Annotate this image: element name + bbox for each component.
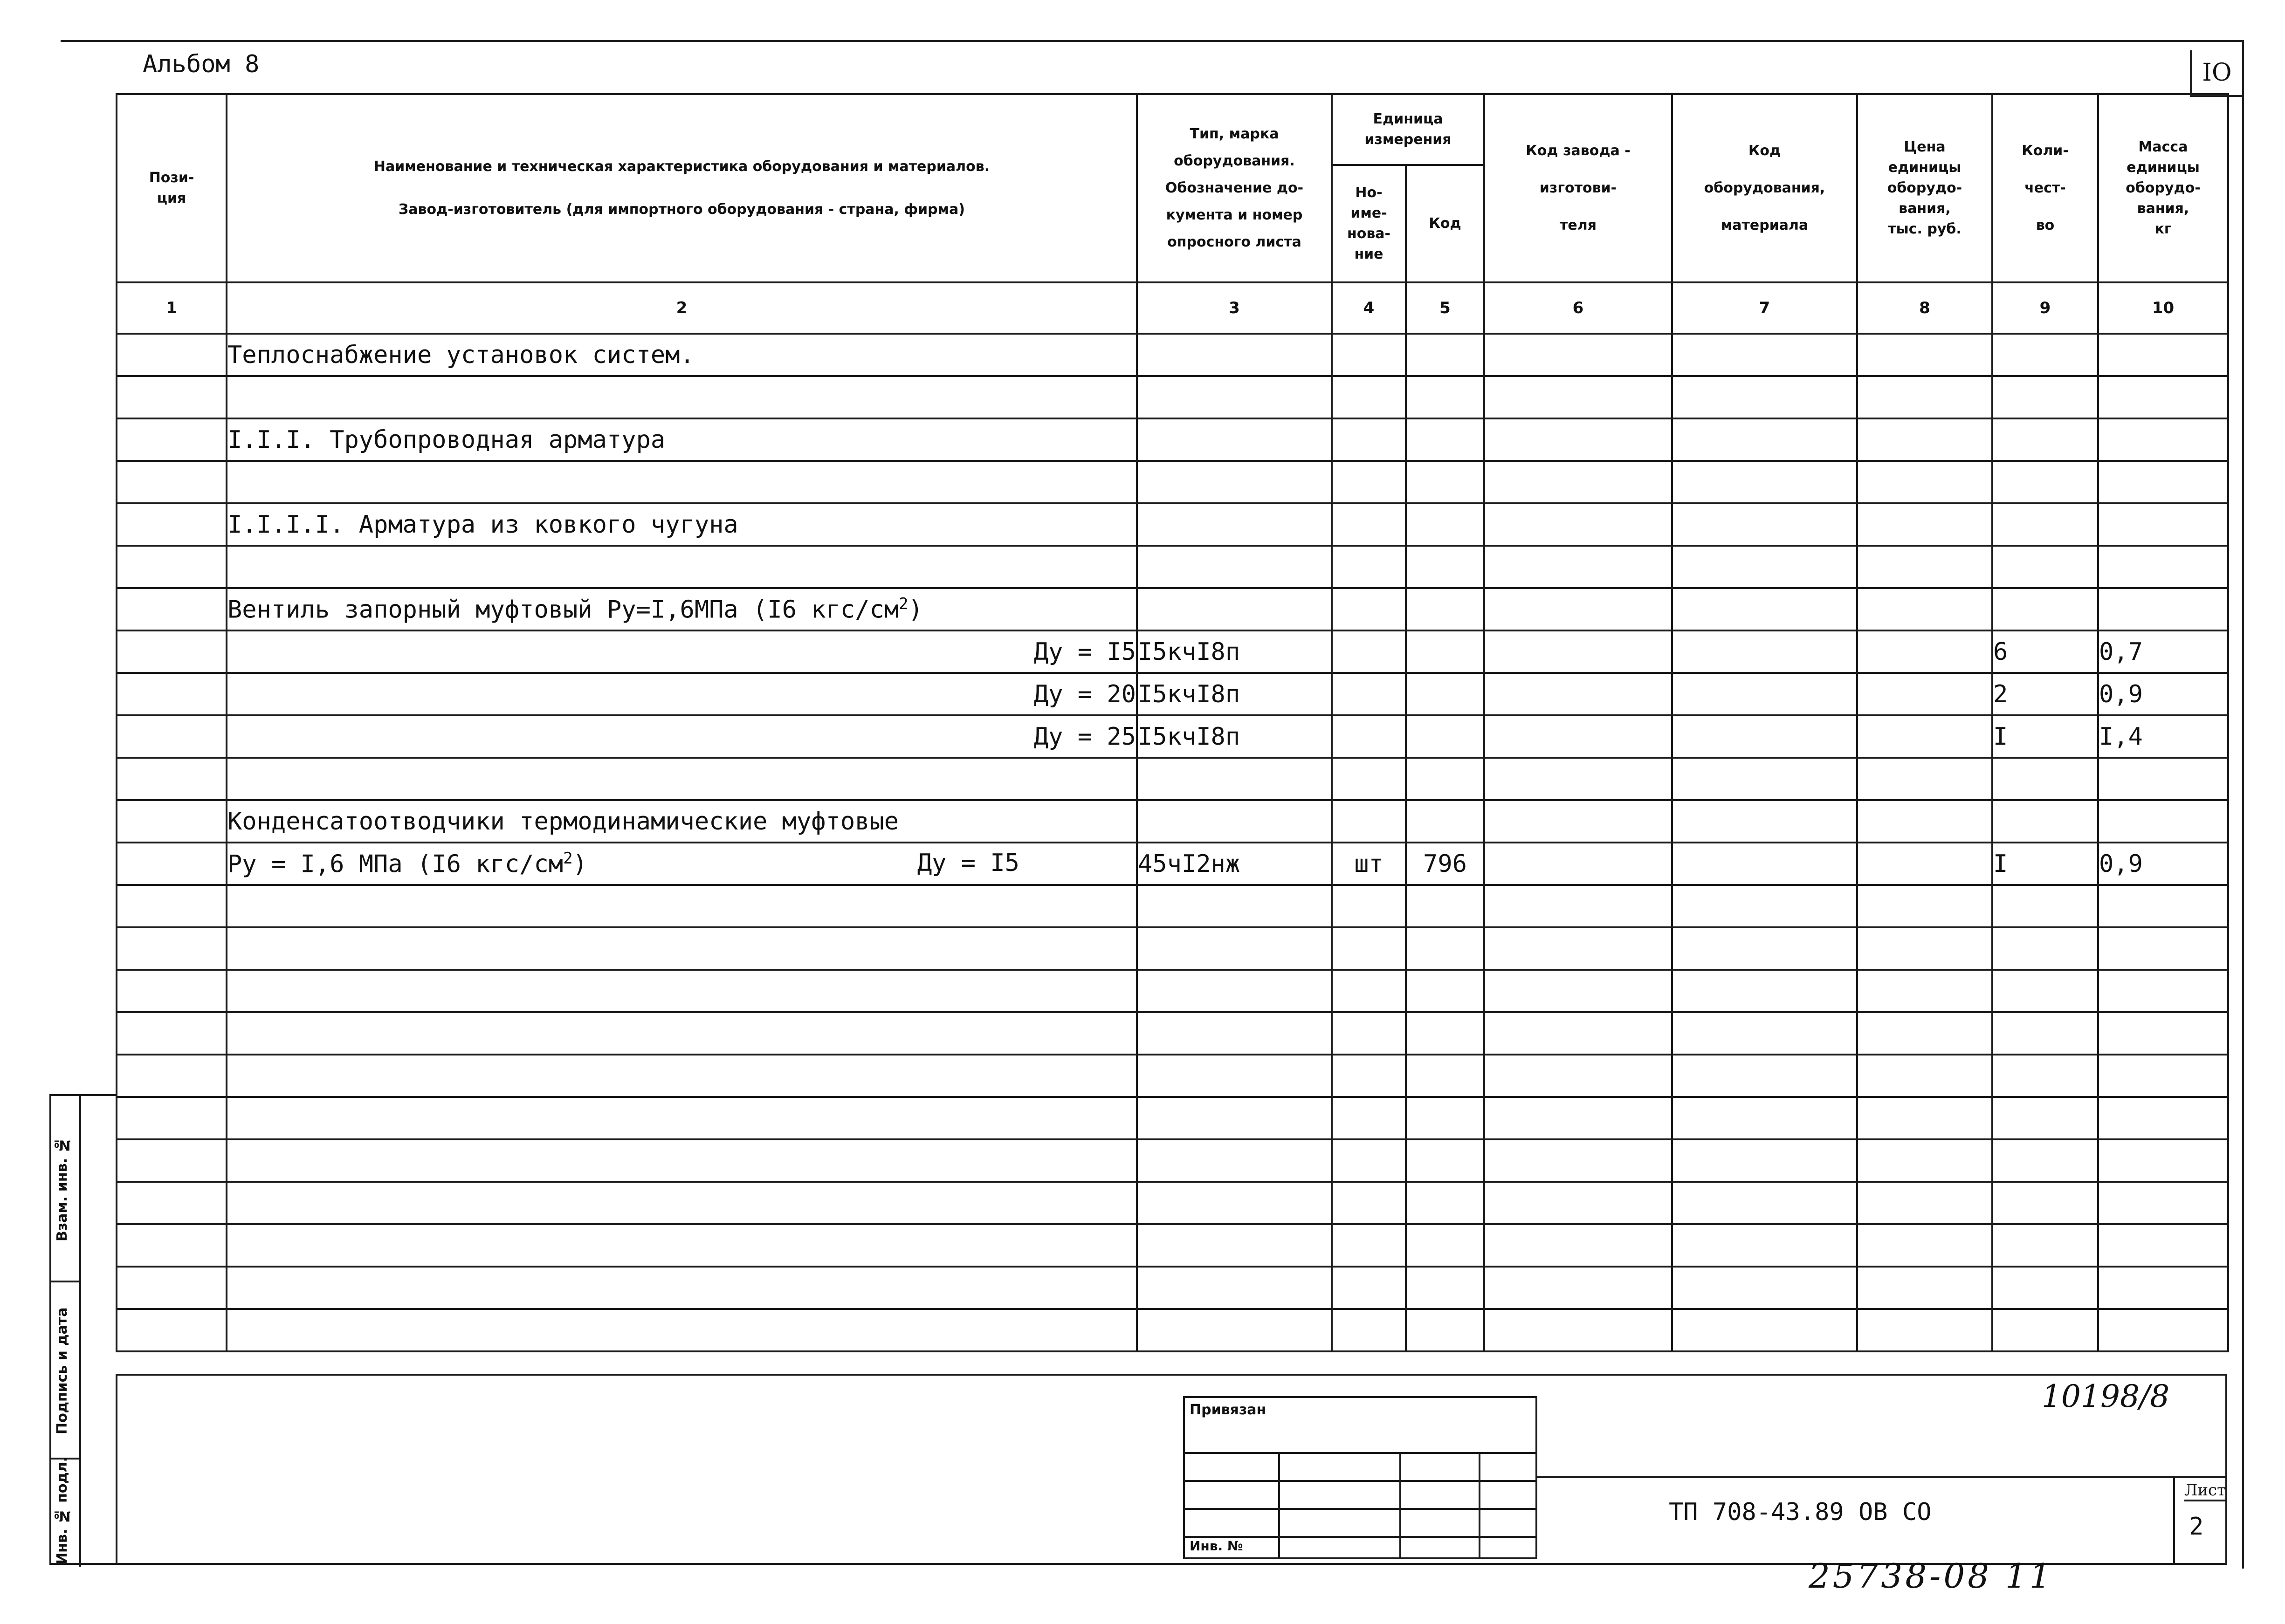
header-name-line2: Завод-изготовитель (для импортного оборудования - страна, фирма) bbox=[398, 201, 965, 218]
item-unit-code: 796 bbox=[1406, 843, 1484, 885]
table-row bbox=[117, 1139, 2228, 1182]
document-code: ТП 708-43.89 ОВ СО bbox=[1669, 1498, 1932, 1526]
sheet-label: Лист bbox=[2184, 1481, 2226, 1501]
col-num-1: 1 bbox=[117, 282, 227, 334]
header-gap bbox=[227, 177, 1136, 199]
item-type: I5кчI8п bbox=[1137, 630, 1332, 673]
item-unit: шт bbox=[1332, 843, 1406, 885]
item-type: 45чI2нж bbox=[1137, 843, 1332, 885]
stamp-hline bbox=[1185, 1508, 1535, 1510]
header-factory-code: Код завода - изготови- теля bbox=[1484, 94, 1672, 282]
stamp-inv: Инв. № bbox=[1190, 1538, 1243, 1554]
item-trap-title: Конденсатоотводчики термодинамические муфтовые bbox=[227, 800, 1137, 843]
col-num-9: 9 bbox=[1992, 282, 2098, 334]
header-unit-code: Код bbox=[1406, 165, 1484, 282]
header-type: Тип, марка оборудования. Обозначение до- кумента и номер опросного листа bbox=[1137, 94, 1332, 282]
header-price: Цена единицы оборудо- вания, тыс. руб. bbox=[1857, 94, 1992, 282]
header-mass: Масса единицы оборудо- вания, кг bbox=[2098, 94, 2228, 282]
header-quantity: Коли- чест- во bbox=[1992, 94, 2098, 282]
table-row bbox=[117, 673, 2228, 715]
trap-name-sup: 2 bbox=[563, 849, 573, 868]
stamp-vline bbox=[1479, 1452, 1480, 1559]
stamp-hline bbox=[1185, 1452, 1535, 1454]
side-cell-sign bbox=[51, 1282, 81, 1460]
table-row bbox=[117, 1267, 2228, 1309]
title-hline bbox=[1537, 1476, 2227, 1478]
header-equipment-code: Код оборудования, материала bbox=[1672, 94, 1857, 282]
header-unit-name: Но- име- нова- ние bbox=[1332, 165, 1406, 282]
table-row bbox=[117, 461, 2228, 503]
col-num-3: 3 bbox=[1137, 282, 1332, 334]
col-num-5: 5 bbox=[1406, 282, 1484, 334]
table-row bbox=[117, 376, 2228, 418]
header-name-line1: Наименование и техническая характеристика оборудования и материалов. bbox=[373, 158, 990, 175]
stamp-vline bbox=[1278, 1452, 1280, 1559]
item-qty: 6 bbox=[1992, 630, 2098, 673]
table-row bbox=[117, 970, 2228, 1012]
item-qty: I bbox=[1992, 843, 2098, 885]
archive-number: 25738-08 11 bbox=[1809, 1556, 2054, 1596]
sheet-box bbox=[2173, 1476, 2227, 1565]
table-row bbox=[117, 715, 2228, 758]
side-label-inv: Инв. № подл. bbox=[54, 1456, 70, 1564]
table-row bbox=[117, 630, 2228, 673]
header-position: Пози- ция bbox=[117, 94, 227, 282]
item-trap-name bbox=[227, 843, 1137, 885]
top-border bbox=[61, 40, 2242, 42]
item-name: Ду = 25 bbox=[227, 715, 1137, 758]
subsubsection-title: I.I.I.I. Арматура из ковкого чугуна bbox=[227, 503, 1137, 546]
table-row bbox=[117, 843, 2228, 885]
table-row bbox=[117, 885, 2228, 927]
table-row bbox=[117, 1097, 2228, 1139]
item-mass: I,4 bbox=[2098, 715, 2228, 758]
sheet-number: IO bbox=[2190, 50, 2242, 97]
trap-du: Ду = I5 bbox=[917, 849, 1019, 877]
side-label-vzam: Взам. инв. № bbox=[54, 1137, 70, 1242]
col-num-2: 2 bbox=[227, 282, 1137, 334]
table-row bbox=[117, 334, 2228, 376]
col-num-7: 7 bbox=[1672, 282, 1857, 334]
column-number-row bbox=[117, 282, 2228, 334]
item-mass: 0,9 bbox=[2098, 843, 2228, 885]
table-row bbox=[117, 546, 2228, 588]
header-unit: Единица измерения bbox=[1332, 94, 1484, 165]
stamp-hline bbox=[1185, 1480, 1535, 1482]
item-valve-title bbox=[227, 588, 1137, 630]
side-cell-vzam bbox=[51, 1096, 81, 1282]
valve-title-text: Вентиль запорный муфтовый Ру=I,6МПа (I6 кгс/см bbox=[227, 596, 899, 624]
trap-name-text: Ру = I,6 МПа (I6 кгс/см bbox=[227, 850, 564, 878]
item-mass: 0,7 bbox=[2098, 630, 2228, 673]
valve-title-tail: ) bbox=[908, 596, 923, 624]
side-cell-inv bbox=[51, 1456, 81, 1567]
specification-table bbox=[116, 93, 2229, 1352]
table-row bbox=[117, 800, 2228, 843]
trap-name-tail: ) bbox=[572, 850, 587, 878]
table-row bbox=[117, 1224, 2228, 1267]
item-name: Ду = 20 bbox=[227, 673, 1137, 715]
item-mass: 0,9 bbox=[2098, 673, 2228, 715]
item-type: I5кчI8п bbox=[1137, 715, 1332, 758]
table-row bbox=[117, 1309, 2228, 1351]
col-num-8: 8 bbox=[1857, 282, 1992, 334]
side-stamp-strip bbox=[49, 1094, 116, 1565]
item-qty: I bbox=[1992, 715, 2098, 758]
right-border bbox=[2242, 40, 2244, 1569]
table-row bbox=[117, 758, 2228, 800]
sheet-value: 2 bbox=[2189, 1513, 2204, 1541]
header-name bbox=[227, 94, 1137, 282]
table-row bbox=[117, 418, 2228, 461]
table-row bbox=[117, 1182, 2228, 1224]
stamp-title: Привязан bbox=[1190, 1402, 1266, 1418]
table-row bbox=[117, 588, 2228, 630]
valve-title-sup: 2 bbox=[899, 595, 908, 614]
section-title: Теплоснабжение установок систем. bbox=[227, 334, 1137, 376]
item-type: I5кчI8п bbox=[1137, 673, 1332, 715]
col-num-6: 6 bbox=[1484, 282, 1672, 334]
table-row bbox=[117, 1012, 2228, 1055]
subsection-title: I.I.I. Трубопроводная арматура bbox=[227, 418, 1137, 461]
col-num-4: 4 bbox=[1332, 282, 1406, 334]
album-label: Альбом 8 bbox=[143, 50, 260, 78]
table-row bbox=[117, 1055, 2228, 1097]
side-label-sign: Подпись и дата bbox=[54, 1307, 70, 1435]
title-block bbox=[116, 1374, 2227, 1565]
binding-stamp bbox=[1183, 1396, 1537, 1559]
col-num-10: 10 bbox=[2098, 282, 2228, 334]
item-name: Ду = I5 bbox=[227, 630, 1137, 673]
stamp-hline bbox=[1185, 1536, 1535, 1538]
item-qty: 2 bbox=[1992, 673, 2098, 715]
stamp-vline bbox=[1399, 1452, 1401, 1559]
table-row bbox=[117, 503, 2228, 546]
handwritten-number: 10198/8 bbox=[2042, 1378, 2170, 1414]
table-row bbox=[117, 927, 2228, 970]
